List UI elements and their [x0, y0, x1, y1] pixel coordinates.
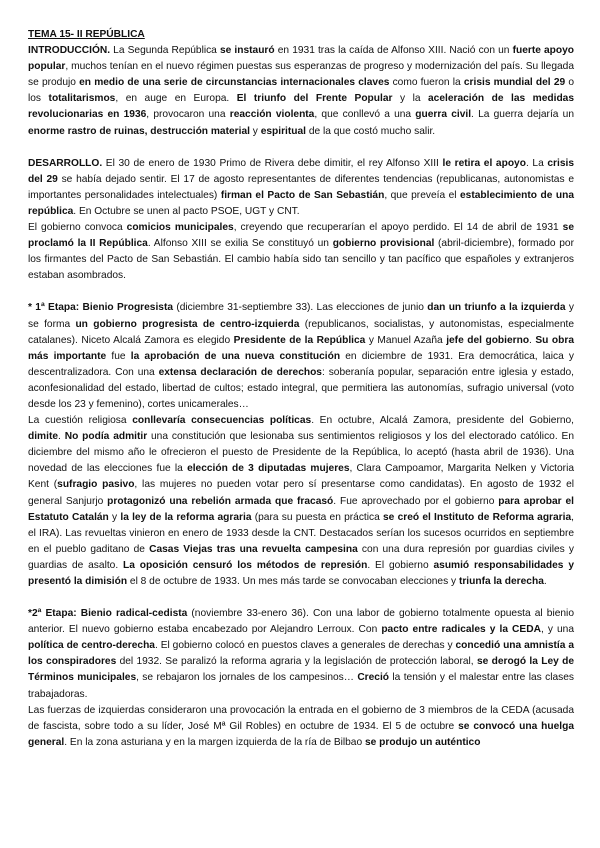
- bold-text-run: reacción violenta: [229, 109, 315, 121]
- text-run: . El gobierno colocó en puestos claves a generales de derechas y: [154, 640, 456, 652]
- text-run: y: [249, 125, 261, 137]
- bold-text-run: sufragio pasivo: [57, 479, 135, 491]
- bold-text-run: Casas Viejas tras una revuelta campesina: [149, 543, 358, 555]
- text-run: , que preveía el: [384, 189, 461, 201]
- religiosa-paragraph: [28, 413, 574, 590]
- text-run: La cuestión religiosa: [28, 415, 133, 427]
- bold-text-run: asumió responsabilidades y presentó la dimisión: [28, 559, 575, 587]
- paragraph-gap: [28, 284, 574, 300]
- text-run: y Manuel Azaña: [365, 334, 447, 346]
- bold-text-run: protagonizó una rebelión armada que fracasó: [107, 495, 334, 507]
- text-run: del 1932. Se paralizó la reforma agraria y la legislación de protección laboral,: [116, 656, 477, 668]
- paragraph-gap: [28, 140, 574, 156]
- bold-text-run: La oposición censuró los métodos de represión: [123, 559, 368, 571]
- bold-text-run: extensa declaración de derechos: [158, 366, 322, 378]
- bold-text-run: Su obra más importante: [28, 334, 574, 362]
- bold-text-run: gobierno provisional: [332, 238, 435, 250]
- intro-paragraph: [28, 43, 574, 140]
- bold-text-run: INTRODUCCIÓN.: [28, 45, 111, 57]
- text-run: . En Octubre se unen al pacto PSOE, UGT y CNT.: [73, 205, 300, 217]
- text-run: el 8 de octubre de 1933. Un mes más tarde se convocaban elecciones y: [127, 576, 459, 587]
- bold-text-run: concedió una amnistía a los conspiradores: [28, 640, 574, 668]
- bold-text-run: Creció: [357, 672, 390, 684]
- text-run: .: [529, 334, 536, 346]
- bold-text-run: fuerte apoyo popular: [28, 45, 575, 73]
- text-run: : soberanía popular, separación entre iglesia y estado, aconfesionalidad del estado, libertad de cultos; estado integral, que permitiera las autonomías, sufragio universal (voto desde los 23 y femenino), cortes unicamerales…: [28, 366, 574, 410]
- text-run: El 30 de enero de 1930 Primo de Rivera debe dimitir, el rey Alfonso XIII: [102, 157, 443, 169]
- text-run: o los: [28, 77, 575, 105]
- bold-text-run: *2ª Etapa: Bienio radical-cedista: [28, 608, 188, 620]
- bold-text-run: DESARROLLO.: [28, 157, 103, 169]
- text-run: , el IRA). Las revueltas vinieron en enero de 1933 desde la CNT. Destacados serían los sucesos ocurridos en septiembre en el pueblo gaditano de: [28, 511, 574, 555]
- text-run: .: [543, 576, 547, 587]
- text-run: (abril-diciembre), formado por los firmantes del Pacto de San Sebastián. El cambio había sido tan sencillo y tan pacífico que españoles y extranjeros estaban asombrados.: [28, 238, 574, 282]
- text-run: El gobierno convoca: [28, 222, 127, 234]
- text-run: , que conllevó a una: [314, 109, 416, 121]
- bold-text-run: se convocó una huelga general: [28, 720, 574, 748]
- text-run: en diciembre de 1931. Era democrática, laica y descentralizadora. Con una: [28, 350, 575, 378]
- text-run: , y una: [540, 624, 574, 636]
- text-run: , creyendo que recuperarían el apoyo perdido. El 14 de abril de 1931: [233, 222, 563, 234]
- text-run: se había dejado sentir. El 17 de agosto representantes de diferentes tendencias (republicanas, autonomistas e importantes personalidades intelectuales): [28, 173, 574, 201]
- text-run: (diciembre 31-septiembre 33). Las elecciones de junio: [173, 302, 428, 314]
- bold-text-run: jefe del gobierno: [446, 334, 530, 346]
- bold-text-run: la ley de la reforma agraria: [120, 511, 252, 523]
- bold-text-run: la aprobación de una nueva constitución: [130, 350, 341, 362]
- text-run: . Fue aprovechado por el gobierno: [333, 495, 499, 507]
- text-run: La Segunda República: [110, 45, 220, 57]
- text-run: , muchos tenían en el nuevo régimen puestas sus esperanzas de progreso y modernización del país. Su llegada se produjo: [28, 61, 574, 89]
- bold-text-run: para aprobar el Estatuto Catalán: [28, 495, 575, 523]
- bold-text-run: se produjo un auténtico: [364, 736, 481, 748]
- paragraph-gap: [28, 590, 574, 606]
- text-run: . En la zona asturiana y en la margen izquierda de la ría de Bilbao: [64, 736, 365, 748]
- bold-text-run: aceleración de las medidas revolucionarias en 1936: [28, 93, 574, 121]
- text-run: .: [58, 431, 65, 443]
- text-run: , Clara Campoamor, Margarita Nelken y Victoria Kent (: [28, 463, 574, 491]
- bold-text-run: crisis mundial del 29: [463, 77, 566, 89]
- text-run: . Alfonso XIII se exilia Se constituyó un: [147, 238, 333, 250]
- text-run: . En octubre, Alcalá Zamora, presidente del Gobierno,: [311, 415, 574, 427]
- bold-text-run: guerra civil: [415, 109, 472, 121]
- text-run: , en auge en Europa.: [115, 93, 237, 105]
- bold-text-run: establecimiento de una república: [28, 189, 574, 217]
- bold-text-run: se creó el Instituto de Reforma agraria: [383, 511, 572, 523]
- bold-text-run: espiritual: [260, 125, 306, 137]
- bold-text-run: se instauró: [219, 45, 275, 57]
- text-run: . La guerra dejaría un: [471, 109, 574, 121]
- bold-text-run: crisis del 29: [28, 157, 575, 185]
- document-title: TEMA 15- II REPÚBLICA: [28, 29, 145, 40]
- text-run: . La: [525, 157, 548, 169]
- bold-text-run: No podía admitir: [64, 431, 148, 443]
- bold-text-run: se derogó la Ley de Términos municipales: [28, 656, 574, 684]
- text-run: la tensión y el malestar entre las clases trabajadoras.: [28, 672, 574, 700]
- text-run: una constitución que lesionaba sus sentimientos religiosos y los del electorado católico. En diciembre del mismo año le ofrecieron el puesto de Presidente de la República, lo aceptó (hasta abril de 1936). Una novedad de las elecciones fue la: [28, 431, 574, 475]
- text-run: (para su puesta en práctica: [251, 511, 384, 523]
- bold-text-run: El triunfo del Frente Popular: [236, 93, 393, 105]
- text-run: de la que costó mucho salir.: [306, 125, 436, 137]
- bold-text-run: se proclamó la II República: [28, 222, 574, 250]
- izquierdas-paragraph: [28, 703, 574, 751]
- bold-text-run: dan un triunfo a la izquierda: [427, 302, 566, 314]
- bold-text-run: elección de 3 diputadas mujeres: [187, 463, 350, 475]
- bold-text-run: triunfa la derecha: [458, 576, 544, 587]
- bold-text-run: en medio de una serie de circunstancias internacionales claves: [79, 77, 390, 89]
- bold-text-run: pacto entre radicales y la CEDA: [381, 624, 541, 636]
- bold-text-run: conllevaría consecuencias políticas: [132, 415, 312, 427]
- bold-text-run: * 1ª Etapa: Bienio Progresista: [28, 302, 174, 314]
- text-run: (noviembre 33-enero 36). Con una labor de gobierno totalmente opuesta al bienio anterior. El nuevo gobierno estaba encabezado por Alejandro Lerroux. Con: [28, 608, 574, 636]
- text-run: fue: [106, 350, 131, 362]
- text-run: con una dura represión por guardias civiles y guardias de asalto.: [28, 543, 574, 571]
- bold-text-run: Presidente de la República: [233, 334, 366, 346]
- text-run: y la: [392, 93, 429, 105]
- text-run: (republicanos, socialistas, y autonomistas, especialmente catalanes). Niceto Alcalá Zamora es elegido: [28, 318, 574, 346]
- bold-text-run: política de centro-derecha: [28, 640, 155, 652]
- text-run: , provocaron una: [146, 109, 230, 121]
- text-run: y se forma: [28, 302, 574, 330]
- bold-text-run: dimite: [28, 431, 59, 443]
- bold-text-run: un gobierno progresista de centro-izquierda: [75, 318, 300, 330]
- desarrollo-paragraph: [28, 156, 574, 220]
- etapa2-paragraph: [28, 606, 574, 703]
- text-run: en 1931 tras la caída de Alfonso XIII. Nació con un: [274, 45, 513, 57]
- text-run: , las mujeres no pueden votar pero sí presentarse como candidatas). En agosto de 1932 el general Sanjurjo: [28, 479, 574, 507]
- text-run: , se rebajaron los jornales de los campesinos…: [136, 672, 358, 684]
- bold-text-run: totalitarismos: [48, 93, 116, 105]
- document-body: [28, 43, 574, 751]
- text-run: y: [108, 511, 121, 523]
- bold-text-run: comicios municipales: [126, 222, 234, 234]
- bold-text-run: firman el Pacto de San Sebastián: [220, 189, 385, 201]
- etapa1-paragraph: [28, 300, 574, 413]
- bold-text-run: enorme rastro de ruinas, destrucción material: [28, 125, 250, 137]
- bold-text-run: le retira el apoyo: [442, 157, 526, 169]
- text-run: . El gobierno: [367, 559, 434, 571]
- comicios-paragraph: [28, 220, 574, 284]
- text-run: Las fuerzas de izquierdas consideraron una provocación la entrada en el gobierno de 3 miembros de la CEDA (acusada de fascista, sobre todo a su líder, José Mª Gil Robles) en octubre de 1934. El 5 de octubre: [28, 704, 574, 732]
- text-run: como fueron la: [389, 77, 464, 89]
